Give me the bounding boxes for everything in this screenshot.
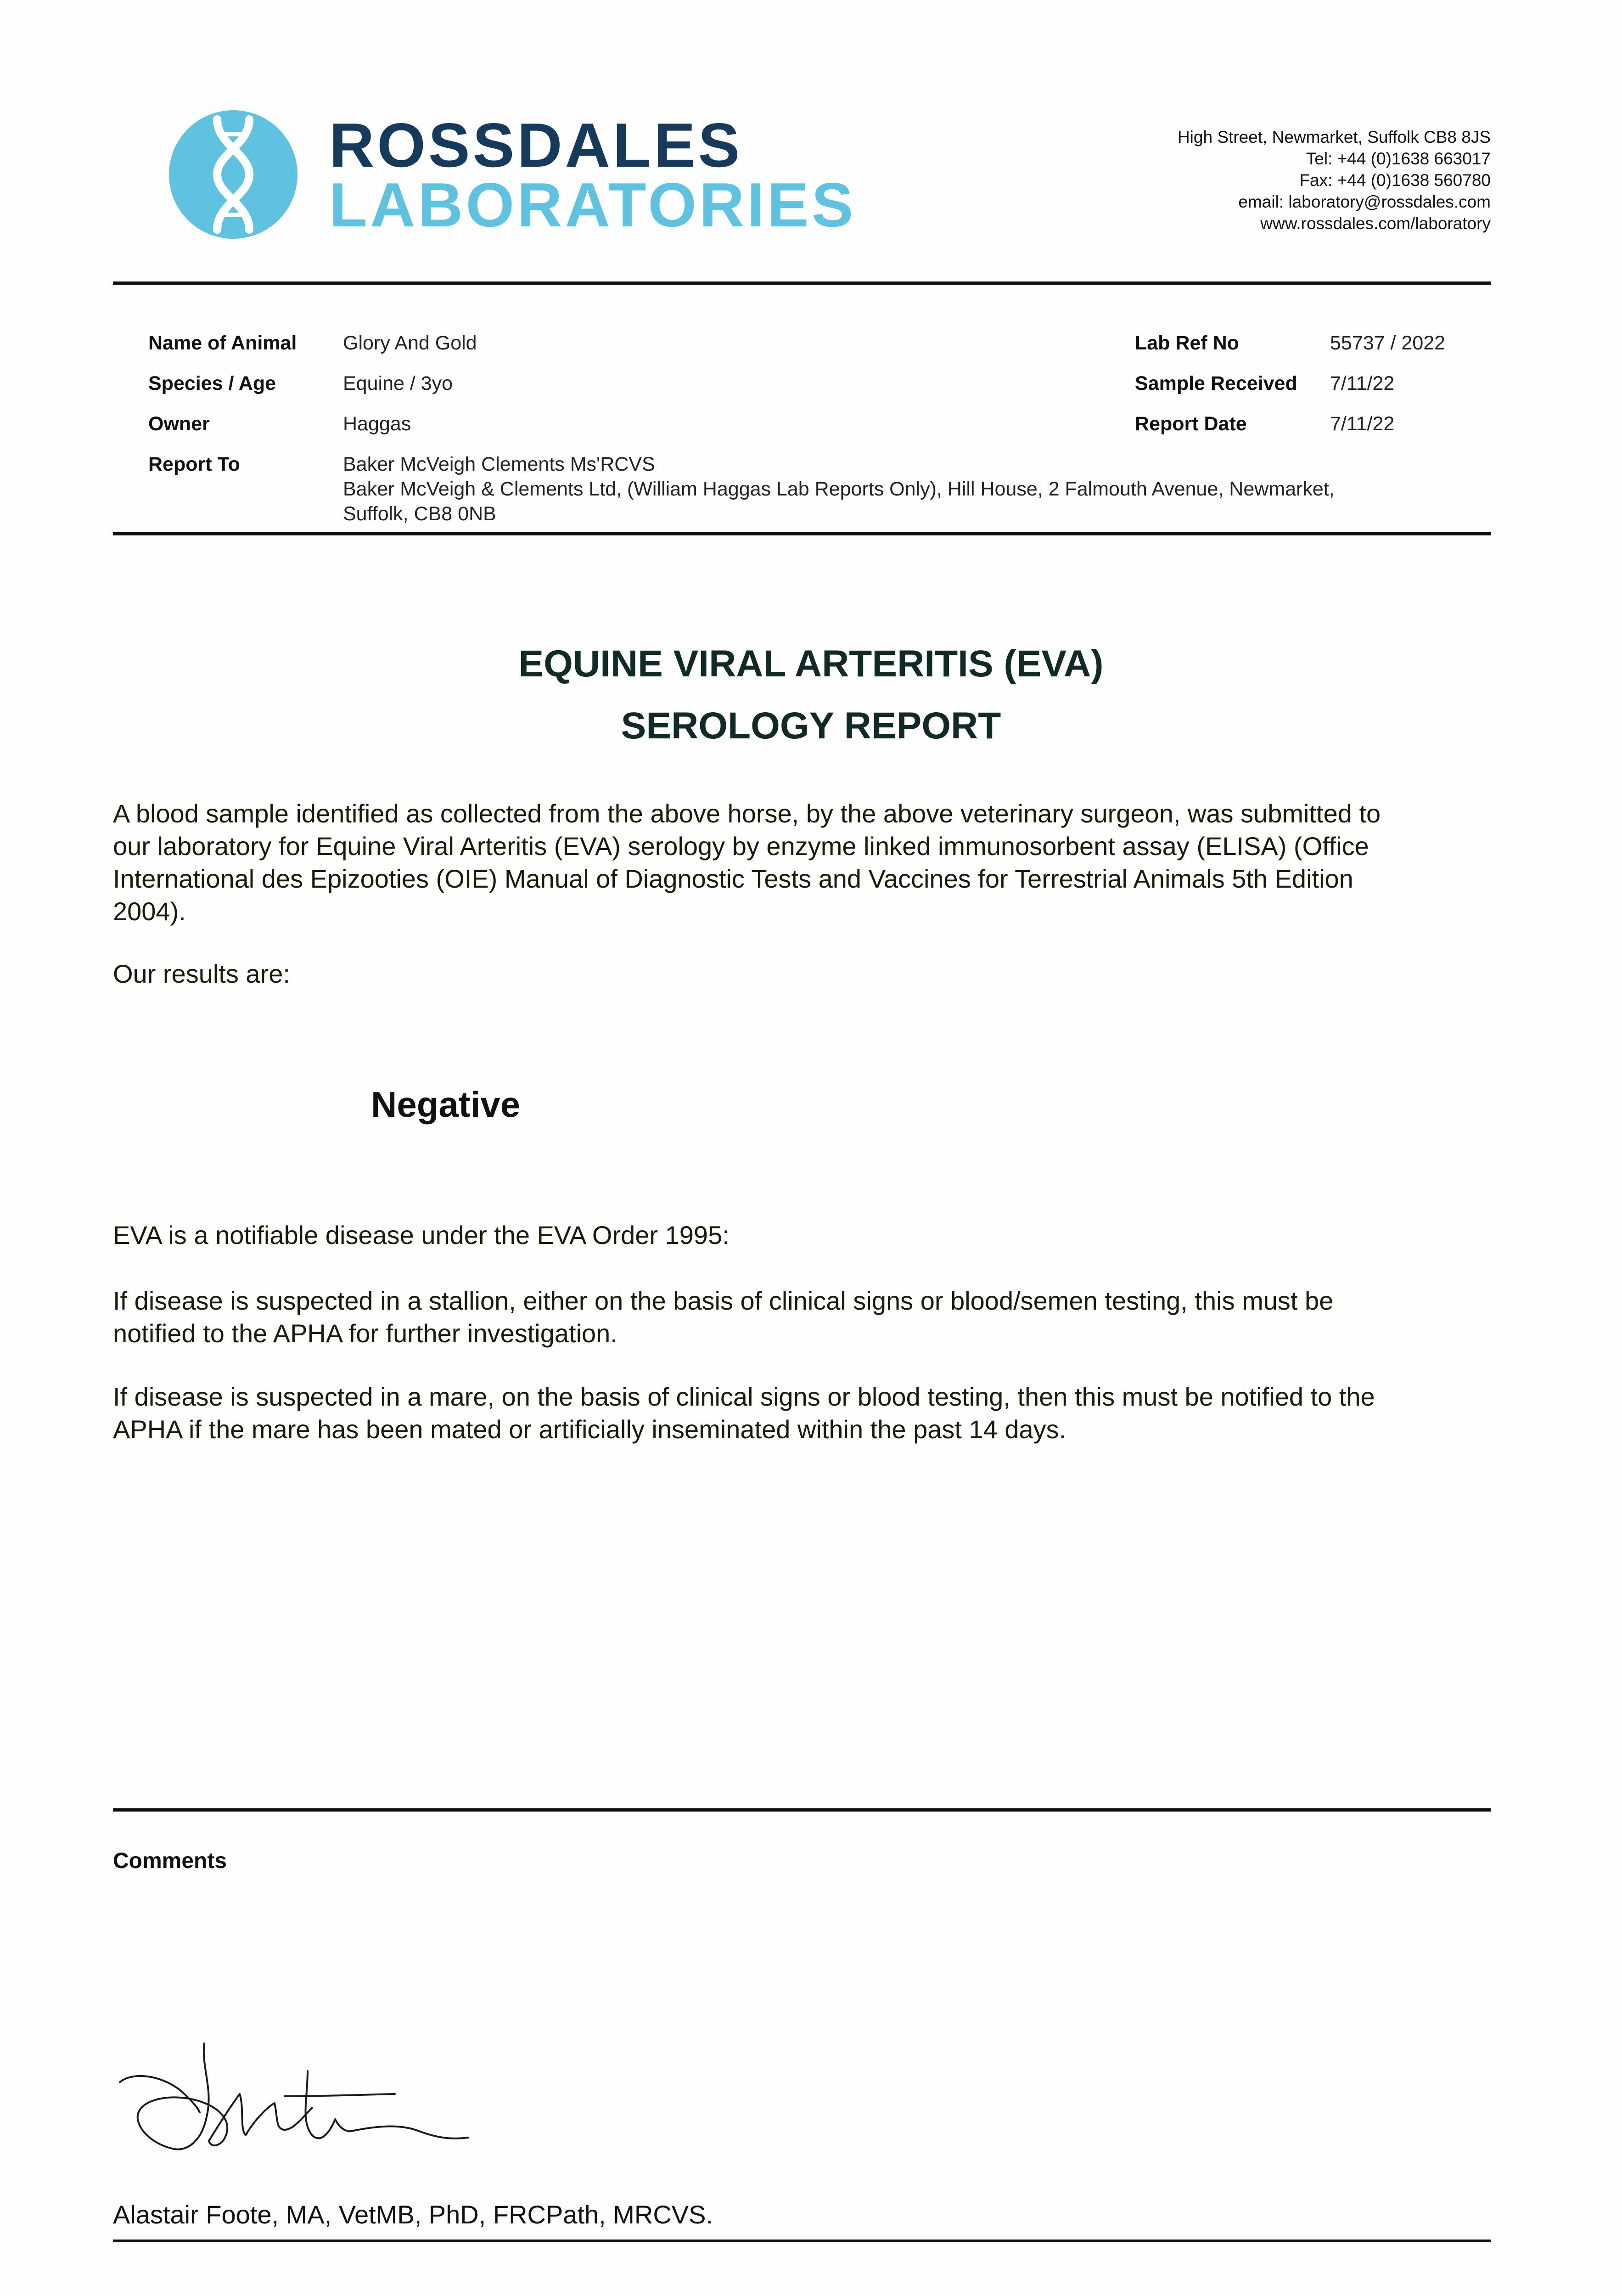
stallion-line: If disease is suspected in a stallion, either on the basis of clinical signs or blood/semen testing, this must be	[113, 1286, 1334, 1315]
report-to-address-line2: Suffolk, CB8 0NB	[343, 503, 496, 525]
report-date-label: Report Date	[1135, 413, 1247, 435]
comments-divider	[113, 1808, 1491, 1812]
report-title-line2: SEROLOGY REPORT	[621, 705, 1001, 747]
animal-name-value: Glory And Gold	[343, 332, 477, 354]
contact-email: email: laboratory@rossdales.com	[1238, 192, 1491, 211]
mare-line: APHA if the mare has been mated or artificially inseminated within the past 14 days.	[113, 1415, 1066, 1444]
species-age-value: Equine / 3yo	[343, 372, 453, 394]
mare-line: If disease is suspected in a mare, on the basis of clinical signs or blood testing, then this must be notified to the	[113, 1382, 1375, 1411]
intro-line: our laboratory for Equine Viral Arteritis (EVA) serology by enzyme linked immunosorbent assay (ELISA) (Office	[113, 832, 1369, 861]
dna-helix-icon	[169, 110, 297, 239]
lab-ref-label: Lab Ref No	[1135, 332, 1239, 354]
contact-fax: Fax: +44 (0)1638 560780	[1299, 171, 1491, 190]
contact-block	[1178, 126, 1491, 234]
mare-paragraph	[113, 1380, 1491, 1446]
intro-line: A blood sample identified as collected from the above horse, by the above veterinary surgeon, was submitted to	[113, 799, 1381, 828]
comments-label: Comments	[113, 1849, 227, 1873]
stallion-paragraph	[113, 1284, 1491, 1350]
sample-received-value: 7/11/22	[1330, 372, 1395, 394]
report-to-name: Baker McVeigh Clements Ms'RCVS	[343, 453, 655, 475]
stallion-line: notified to the APHA for further investigation.	[113, 1319, 617, 1348]
footer-divider	[113, 2240, 1491, 2242]
notifiable-statement: EVA is a notifiable disease under the EVA Order 1995:	[113, 1221, 730, 1249]
details-divider	[113, 532, 1491, 535]
animal-name-label: Name of Animal	[148, 332, 297, 354]
brand-name-line1: ROSSDALES	[329, 110, 743, 180]
intro-line: 2004).	[113, 897, 186, 926]
brand-name-line2: LABORATORIES	[329, 170, 856, 240]
signatory-name: Alastair Foote, MA, VetMB, PhD, FRCPath, MRCVS.	[113, 2200, 713, 2229]
intro-line: International des Epizooties (OIE) Manual of Diagnostic Tests and Vaccines for Terrestrial Animals 5th Edition	[113, 864, 1353, 893]
contact-tel: Tel: +44 (0)1638 663017	[1306, 149, 1491, 168]
report-to-label: Report To	[148, 453, 240, 475]
contact-address: High Street, Newmarket, Suffolk CB8 8JS	[1177, 128, 1491, 146]
intro-paragraph	[113, 797, 1491, 928]
report-date-value: 7/11/22	[1330, 413, 1395, 435]
test-result: Negative	[371, 1084, 521, 1125]
contact-website: www.rossdales.com/laboratory	[1260, 214, 1491, 233]
sample-received-label: Sample Received	[1135, 372, 1297, 394]
species-age-label: Species / Age	[148, 372, 276, 394]
signature-image	[119, 2039, 473, 2158]
report-title	[0, 633, 1622, 757]
header-divider	[113, 281, 1491, 285]
owner-label: Owner	[148, 413, 210, 435]
results-intro: Our results are:	[113, 959, 290, 988]
report-title-line1: EQUINE VIRAL ARTERITIS (EVA)	[518, 643, 1104, 685]
lab-ref-value: 55737 / 2022	[1330, 332, 1446, 354]
owner-value: Haggas	[343, 413, 411, 435]
report-to-address-line1: Baker McVeigh & Clements Ltd, (William Haggas Lab Reports Only), Hill House, 2 Falmouth Avenue, Newmarket,	[343, 478, 1335, 500]
